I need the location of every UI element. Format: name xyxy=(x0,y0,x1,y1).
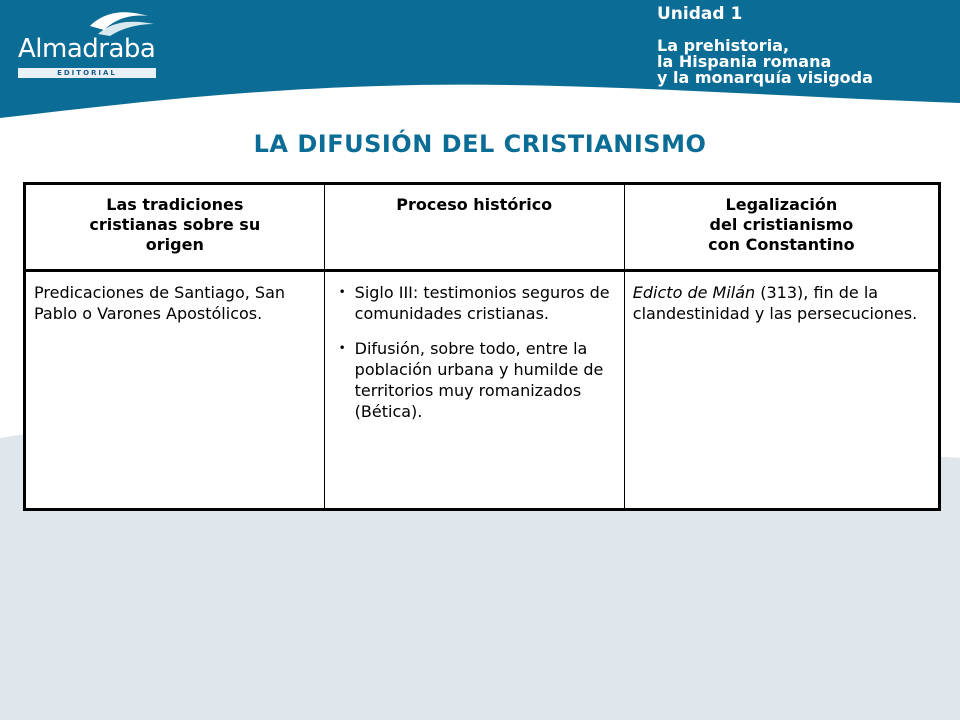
header-legalization: Legalización del cristianismo con Constantino xyxy=(624,184,939,271)
list-item: • Siglo III: testimonios seguros de comunidades cristianas. xyxy=(355,282,616,324)
table-header-row xyxy=(25,184,940,271)
unit-label: Unidad 1 xyxy=(657,4,743,24)
brand-subtitle: EDITORIAL xyxy=(57,69,117,77)
cell-historical-process xyxy=(324,271,624,510)
unit-header xyxy=(657,4,873,86)
page-title: LA DIFUSIÓN DEL CRISTIANISMO xyxy=(253,130,707,158)
table-row xyxy=(25,271,940,510)
cell-legalization xyxy=(624,271,939,510)
cell-origin-traditions: Predicaciones de Santiago, San Pablo o Varones Apostólicos. xyxy=(25,271,325,510)
unit-title-line: la Hispania romana xyxy=(657,52,832,71)
unit-title xyxy=(657,38,873,86)
edict-name: Edicto de Milán xyxy=(632,283,756,302)
brand-name: Almadraba xyxy=(18,34,156,64)
header-historical-process: Proceso histórico xyxy=(324,184,624,271)
legalization-text: (313), fin de la clandestinidad y las persecuciones. xyxy=(632,283,918,323)
unit-title-line: y la monarquía visigoda xyxy=(657,68,873,87)
list-item: • Difusión, sobre todo, entre la población urbana y humilde de territorios muy romanizados (Bética). xyxy=(355,338,616,422)
brand-logo xyxy=(18,8,158,78)
header-origin-traditions: Las tradiciones cristianas sobre su origen xyxy=(25,184,325,271)
process-list xyxy=(333,282,616,422)
content-table xyxy=(23,182,941,511)
unit-title-line: La prehistoria, xyxy=(657,36,790,55)
